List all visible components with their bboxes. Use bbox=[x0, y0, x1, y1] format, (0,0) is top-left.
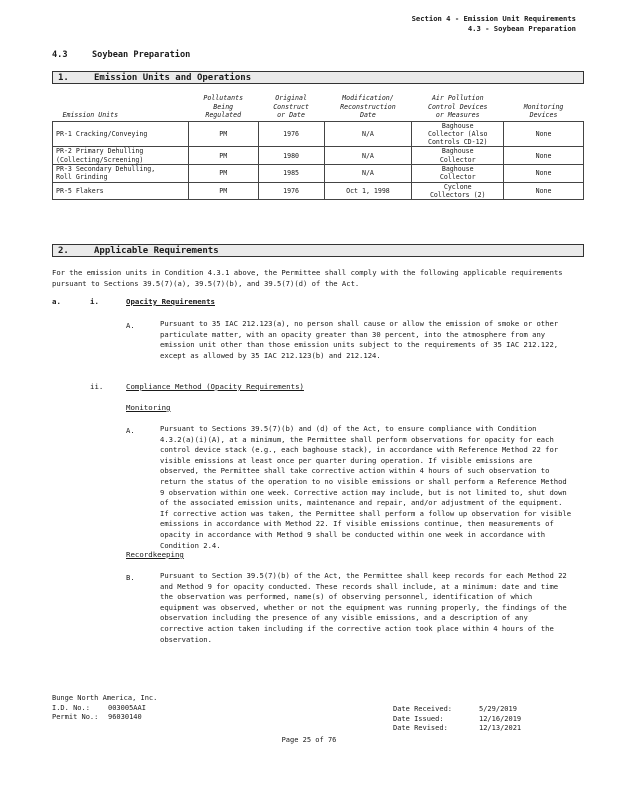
monitoring-label: A. bbox=[126, 426, 135, 435]
col-header-modification: Modification/ Reconstruction Date bbox=[324, 94, 412, 121]
monitoring-text: Pursuant to Sections 39.5(7)(b) and (d) of the Act, to ensure compliance with Condition 4.3.2(a)(i)(A), at a minimum, the Permittee shall perform observations for opacity for each control device stack (e.g., each baghouse stack), in accordance with Reference Method 22 for visible emissions at least once per quarter during operation. If visible emissions are observed, the Permittee shall take corrective action within 4 hours of such observation to return the status of the operation to no visible emissions or shall perform a Reference Method 9 observation within one week. Corrective action may include, but is not limited to, shut down of the associated emission units, maintenance and repair, and/or adjustment of the equipment. If corrective action was taken, the Permittee shall perform a follow up observation for visible emissions in accordance with Method 22. If visible emissions continue, then measurements of opacity in accordance with Method 9 shall be conducted within one week in accordance with Condition 2.4. bbox=[160, 424, 572, 550]
opacity-requirement-text: Pursuant to 35 IAC 212.123(a), no person shall cause or allow the emission of smoke or other particulate matter, with an opacity greater than 30 percent, into the atmosphere from any emission unit other than those emission units subject to the requirements of 35 IAC 212.122, except as allowed by 35 IAC 212.123(b) and 212.124. bbox=[160, 319, 559, 360]
table-row: PR-1 Cracking/Conveying PM 1976 N/A Baghouse Collector (Also Controls CD-12) None bbox=[53, 121, 584, 147]
band-number: 2. bbox=[58, 246, 69, 256]
band-title: Emission Units and Operations bbox=[94, 73, 252, 83]
table-row: PR-5 Flakers PM 1976 Oct 1, 1998 Cyclone Collectors (2) None bbox=[53, 182, 584, 200]
footer-permit: Permit No.: 96030140 bbox=[52, 713, 142, 721]
section-name: Soybean Preparation bbox=[92, 50, 191, 60]
footer-right bbox=[393, 705, 521, 734]
footer-company: Bunge North America, Inc. bbox=[52, 694, 158, 702]
compliance-method-heading: Compliance Method (Opacity Requirements) bbox=[126, 382, 304, 391]
page-number: Page 25 of 76 bbox=[281, 736, 337, 744]
header-section: Section 4 - Emission Unit Requirements bbox=[411, 14, 576, 23]
recordkeeping-label: B. bbox=[126, 573, 135, 582]
opacity-requirements-heading: Opacity Requirements bbox=[126, 297, 215, 306]
col-header-monitoring: Monitoring Devices bbox=[504, 94, 584, 121]
recordkeeping-heading: Recordkeeping bbox=[126, 550, 184, 559]
table-row: PR-3 Secondary Dehulling, Roll Grinding PM 1985 N/A Baghouse Collector None bbox=[53, 164, 584, 182]
col-header-unit: Emission Units bbox=[53, 94, 189, 121]
table-header-row bbox=[53, 94, 584, 121]
intro-paragraph: For the emission units in Condition 4.3.1 above, the Permittee shall comply with the following applicable requirements pursuant to Sections 39.5(7)(a), 39.5(7)(b), and 39.5(7)(d) of the Act. bbox=[52, 268, 563, 288]
para-a-label: A. bbox=[126, 321, 135, 330]
monitoring-heading: Monitoring bbox=[126, 403, 171, 412]
page-header bbox=[412, 14, 576, 33]
table-row: PR-2 Primary Dehulling (Collecting/Screening) PM 1980 N/A Baghouse Collector None bbox=[53, 147, 584, 165]
footer-id: I.D. No.: 003005AAI bbox=[52, 703, 146, 712]
band-emission-units bbox=[52, 71, 584, 84]
item-a-letter: a. bbox=[52, 297, 61, 306]
recordkeeping-text: Pursuant to Section 39.5(7)(b) of the Act, the Permittee shall keep records for each Method 22 and Method 9 for opacity conducted. These records shall include, at a minimum: date and time the observation was performed, name(s) of observing personnel, identification of which equipment was observed, whether or not the equipment was running properly, the findings of the observation including the presence of any visible emissions, and a description of any corrective action taken including if the corrective action took place within 4 hours of the observation. bbox=[160, 571, 567, 644]
band-applicable-requirements bbox=[52, 244, 584, 257]
band-title: Applicable Requirements bbox=[94, 246, 219, 256]
col-header-control: Air Pollution Control Devices or Measures bbox=[412, 94, 504, 121]
emission-units-table bbox=[52, 94, 584, 200]
footer-left bbox=[52, 694, 157, 723]
item-ii-roman: ii. bbox=[90, 382, 104, 391]
footer-issued: Date Issued: 12/16/2019 bbox=[393, 714, 522, 723]
band-number: 1. bbox=[58, 73, 69, 83]
footer-revised: Date Revised: 12/13/2021 bbox=[393, 724, 522, 732]
footer-received: Date Received: 5/29/2019 bbox=[393, 705, 517, 713]
section-title bbox=[52, 50, 190, 60]
col-header-pollutants: Pollutants Being Regulated bbox=[188, 94, 258, 121]
item-a-roman: i. bbox=[90, 297, 99, 306]
col-header-original: Original Construct or Date bbox=[258, 94, 324, 121]
section-number: 4.3 bbox=[52, 50, 68, 60]
header-subsection: 4.3 - Soybean Preparation bbox=[467, 23, 576, 33]
